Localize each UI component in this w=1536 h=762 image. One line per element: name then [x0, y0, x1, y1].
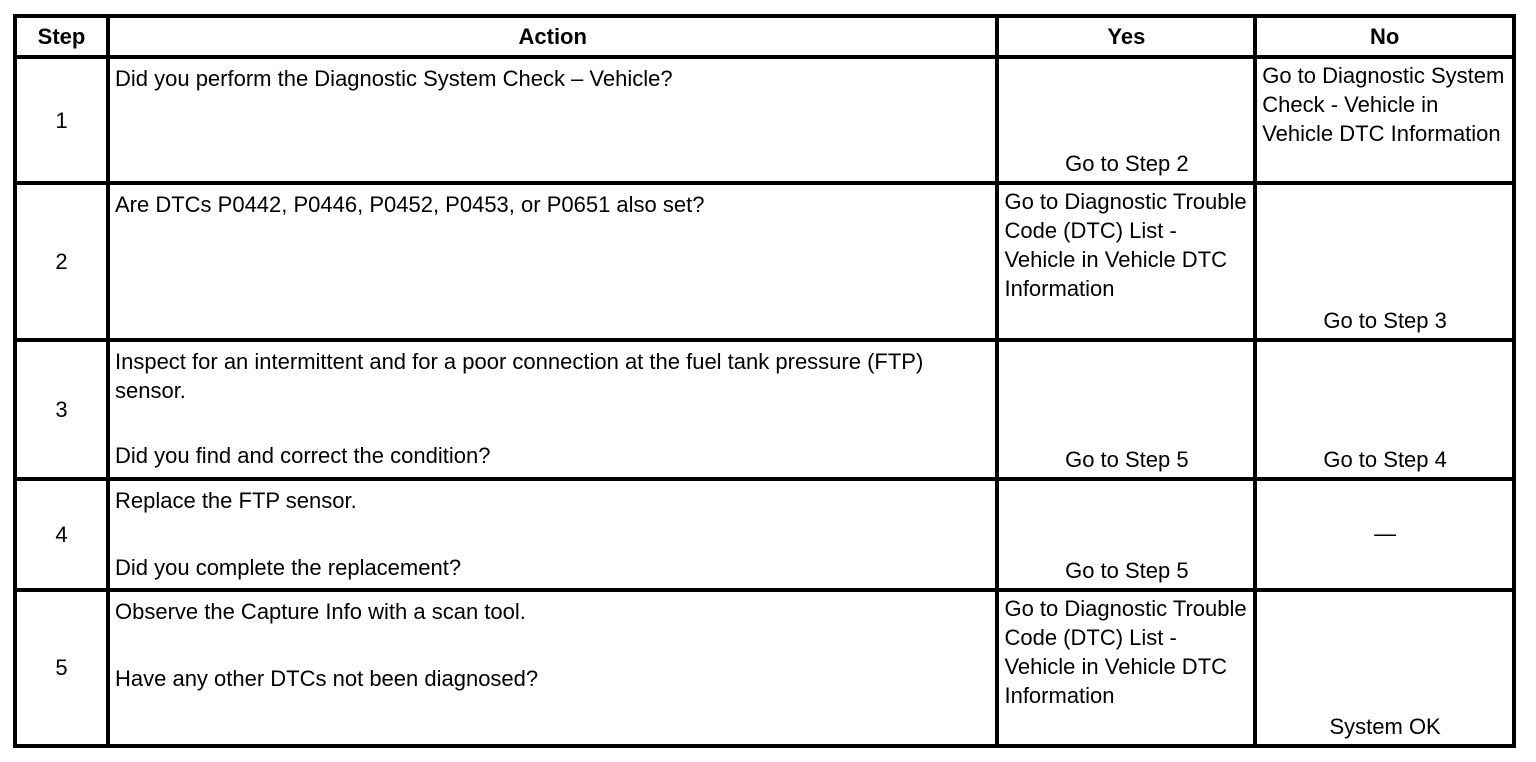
- action-question: Did you complete the replacement?: [114, 554, 462, 580]
- header-yes: Yes: [997, 16, 1255, 57]
- table-row: [15, 479, 1514, 590]
- action-question: Have any other DTCs not been diagnosed?: [114, 665, 539, 691]
- diagnostic-table: [13, 14, 1516, 748]
- yes-cell: Go to Diagnostic Trouble Code (DTC) List - Vehicle in Vehicle DTC Information: [997, 183, 1255, 340]
- action-question: Did you find and correct the condition?: [114, 443, 491, 469]
- action-text: Inspect for an intermittent and for a poor connection at the fuel tank pressure (FTP) sensor.: [114, 349, 924, 404]
- no-cell: Go to Diagnostic System Check - Vehicle in Vehicle DTC Information: [1255, 57, 1514, 182]
- step-number: 4: [15, 479, 108, 590]
- header-action: Action: [108, 16, 997, 57]
- step-number: 1: [15, 57, 108, 182]
- header-step: Step: [15, 16, 108, 57]
- yes-cell: Go to Step 2: [997, 57, 1255, 182]
- no-cell: System OK: [1255, 590, 1514, 746]
- yes-cell: Go to Diagnostic Trouble Code (DTC) List - Vehicle in Vehicle DTC Information: [997, 590, 1255, 746]
- step-number: 2: [15, 183, 108, 340]
- action-text: Did you perform the Diagnostic System Check – Vehicle?: [114, 66, 673, 92]
- action-text: Observe the Capture Info with a scan tool.: [114, 598, 526, 624]
- table-row: [15, 183, 1514, 340]
- action-cell: [108, 183, 997, 340]
- action-text: Replace the FTP sensor.: [114, 487, 357, 513]
- table-row: [15, 57, 1514, 182]
- table-row: [15, 590, 1514, 746]
- no-cell: Go to Step 4: [1255, 340, 1514, 479]
- action-cell: [108, 590, 997, 746]
- action-cell: [108, 340, 997, 479]
- step-number: 5: [15, 590, 108, 746]
- header-no: No: [1255, 16, 1514, 57]
- action-text: Are DTCs P0442, P0446, P0452, P0453, or P0651 also set?: [114, 191, 705, 217]
- yes-cell: Go to Step 5: [997, 479, 1255, 590]
- header-row: [15, 16, 1514, 57]
- action-cell: [108, 57, 997, 182]
- step-number: 3: [15, 340, 108, 479]
- yes-cell: Go to Step 5: [997, 340, 1255, 479]
- action-cell: [108, 479, 997, 590]
- no-cell: —: [1255, 479, 1514, 590]
- table-row: [15, 340, 1514, 479]
- no-cell: Go to Step 3: [1255, 183, 1514, 340]
